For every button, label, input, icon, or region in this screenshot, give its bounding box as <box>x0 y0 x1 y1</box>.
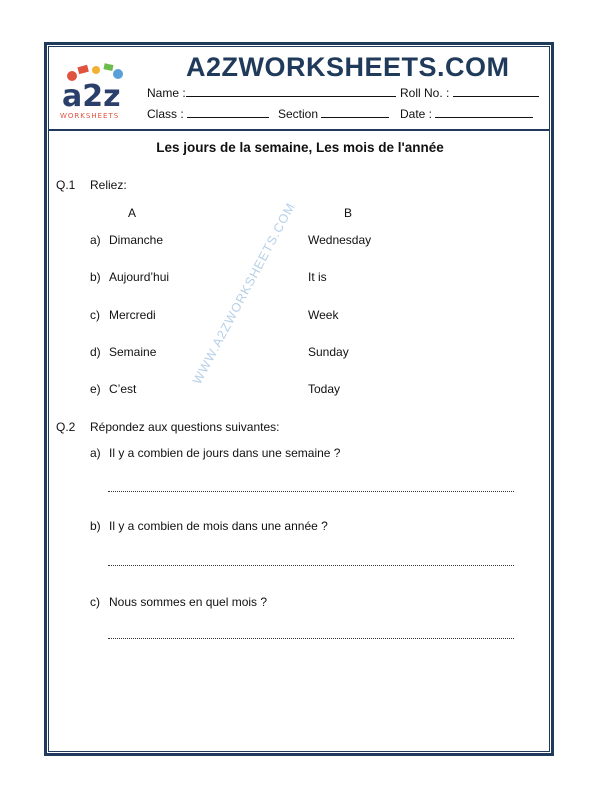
site-title: A2ZWORKSHEETS.COM <box>186 52 510 82</box>
match-left-item[interactable]: Dimanche <box>109 233 164 247</box>
answer-line[interactable] <box>108 565 514 566</box>
match-left-item[interactable]: Aujourd’hui <box>109 270 170 284</box>
class-label: Class : <box>147 107 184 121</box>
question-text: Il y a combien de jours dans une semaine ? <box>109 446 341 460</box>
match-right-item[interactable]: Sunday <box>308 345 349 359</box>
match-item-marker: b) <box>90 270 101 284</box>
q2-instruction: Répondez aux questions suivantes: <box>90 420 280 434</box>
name-line[interactable] <box>186 85 396 97</box>
date-label: Date : <box>400 107 433 121</box>
header-divider <box>48 129 550 131</box>
question-marker: a) <box>90 446 101 460</box>
logo-graphic <box>58 62 138 122</box>
section-line[interactable] <box>321 106 389 118</box>
match-item-marker: e) <box>90 382 101 396</box>
column-a-header: A <box>128 206 137 220</box>
roll-line[interactable] <box>453 85 539 97</box>
answer-line[interactable] <box>108 638 514 639</box>
match-left-item[interactable]: Semaine <box>109 345 157 359</box>
q1-instruction: Reliez: <box>90 178 127 192</box>
name-label: Name : <box>147 86 186 100</box>
site-logo <box>58 62 138 122</box>
match-right-item[interactable]: Today <box>308 382 341 396</box>
question-marker: b) <box>90 519 101 533</box>
match-item-marker: c) <box>90 308 100 322</box>
match-right-item[interactable]: Wednesday <box>308 233 372 247</box>
match-item-marker: a) <box>90 233 101 247</box>
logo-subtext: WORKSHEETS <box>60 112 120 120</box>
column-b-header: B <box>344 206 353 220</box>
match-left-item[interactable]: Mercredi <box>109 308 156 322</box>
class-line[interactable] <box>187 106 269 118</box>
roll-label: Roll No. : <box>400 86 450 100</box>
question-text: Il y a combien de mois dans une année ? <box>109 519 328 533</box>
name-field[interactable] <box>147 85 396 100</box>
match-right-item[interactable]: It is <box>308 270 327 284</box>
question-text: Nous sommes en quel mois ? <box>109 595 268 609</box>
question-marker: c) <box>90 595 100 609</box>
match-right-item[interactable]: Week <box>308 308 339 322</box>
section-field[interactable] <box>278 106 389 121</box>
match-item-marker: d) <box>90 345 101 359</box>
q1-number: Q.1 <box>56 178 76 192</box>
class-field[interactable] <box>147 106 269 121</box>
q2-number: Q.2 <box>56 420 76 434</box>
logo-letters: a2z <box>62 79 121 114</box>
roll-field[interactable] <box>400 85 539 100</box>
section-label: Section <box>278 107 319 121</box>
worksheet-title: Les jours de la semaine, Les mois de l'année <box>156 140 444 155</box>
watermark: WWW.A2ZWORKSHEETS.COM <box>190 200 298 387</box>
answer-line[interactable] <box>108 491 514 492</box>
date-field[interactable] <box>400 106 533 121</box>
date-line[interactable] <box>435 106 533 118</box>
match-left-item[interactable]: C’est <box>109 382 137 396</box>
